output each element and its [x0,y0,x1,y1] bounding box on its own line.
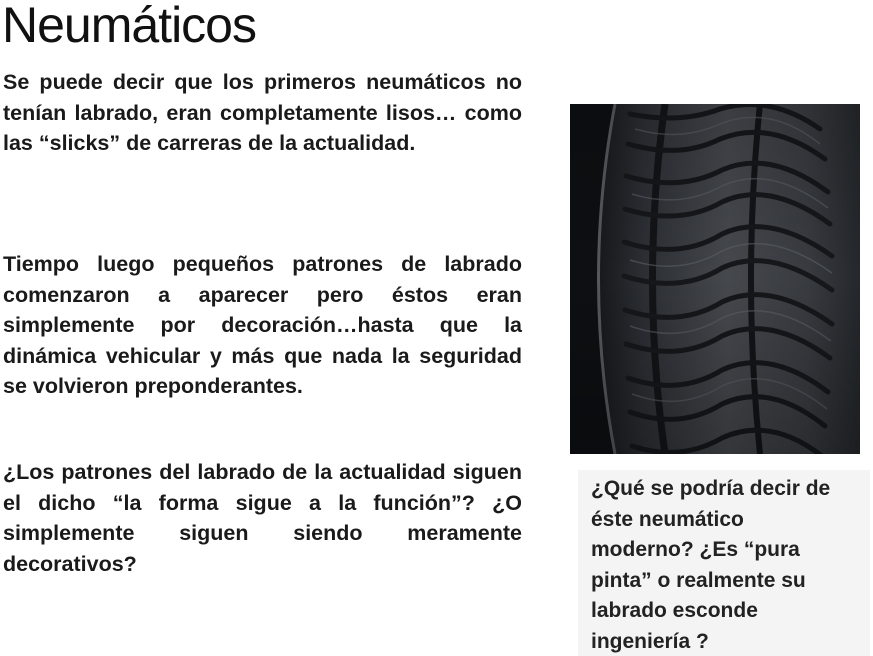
caption-text: ¿Qué se podría decir de éste neumático moderno? ¿Es “pura pinta” o realmente su labrado esconde ingeniería ? [591,477,831,653]
tire-tread-photo [570,104,860,454]
paragraph-tread-patterns: Tiempo luego pequeños patrones de labrado comenzaron a aparecer pero éstos eran simplemente por decoración…hasta que la dinámica vehicular y más que nada la seguridad se volvieron preponderantes. [3,252,522,398]
paragraph-first-tires: Se puede decir que los primeros neumáticos no tenían labrado, eran completamente lisos… como las “slicks” de carreras de la actualidad. [3,70,522,155]
slide-title: Neumáticos [2,0,256,53]
caption-box [578,470,870,656]
paragraph-question: ¿Los patrones del labrado de la actualidad siguen el dicho “la forma sigue a la función”? ¿O simplemente siguen siendo meramente decorativos? [3,460,522,576]
